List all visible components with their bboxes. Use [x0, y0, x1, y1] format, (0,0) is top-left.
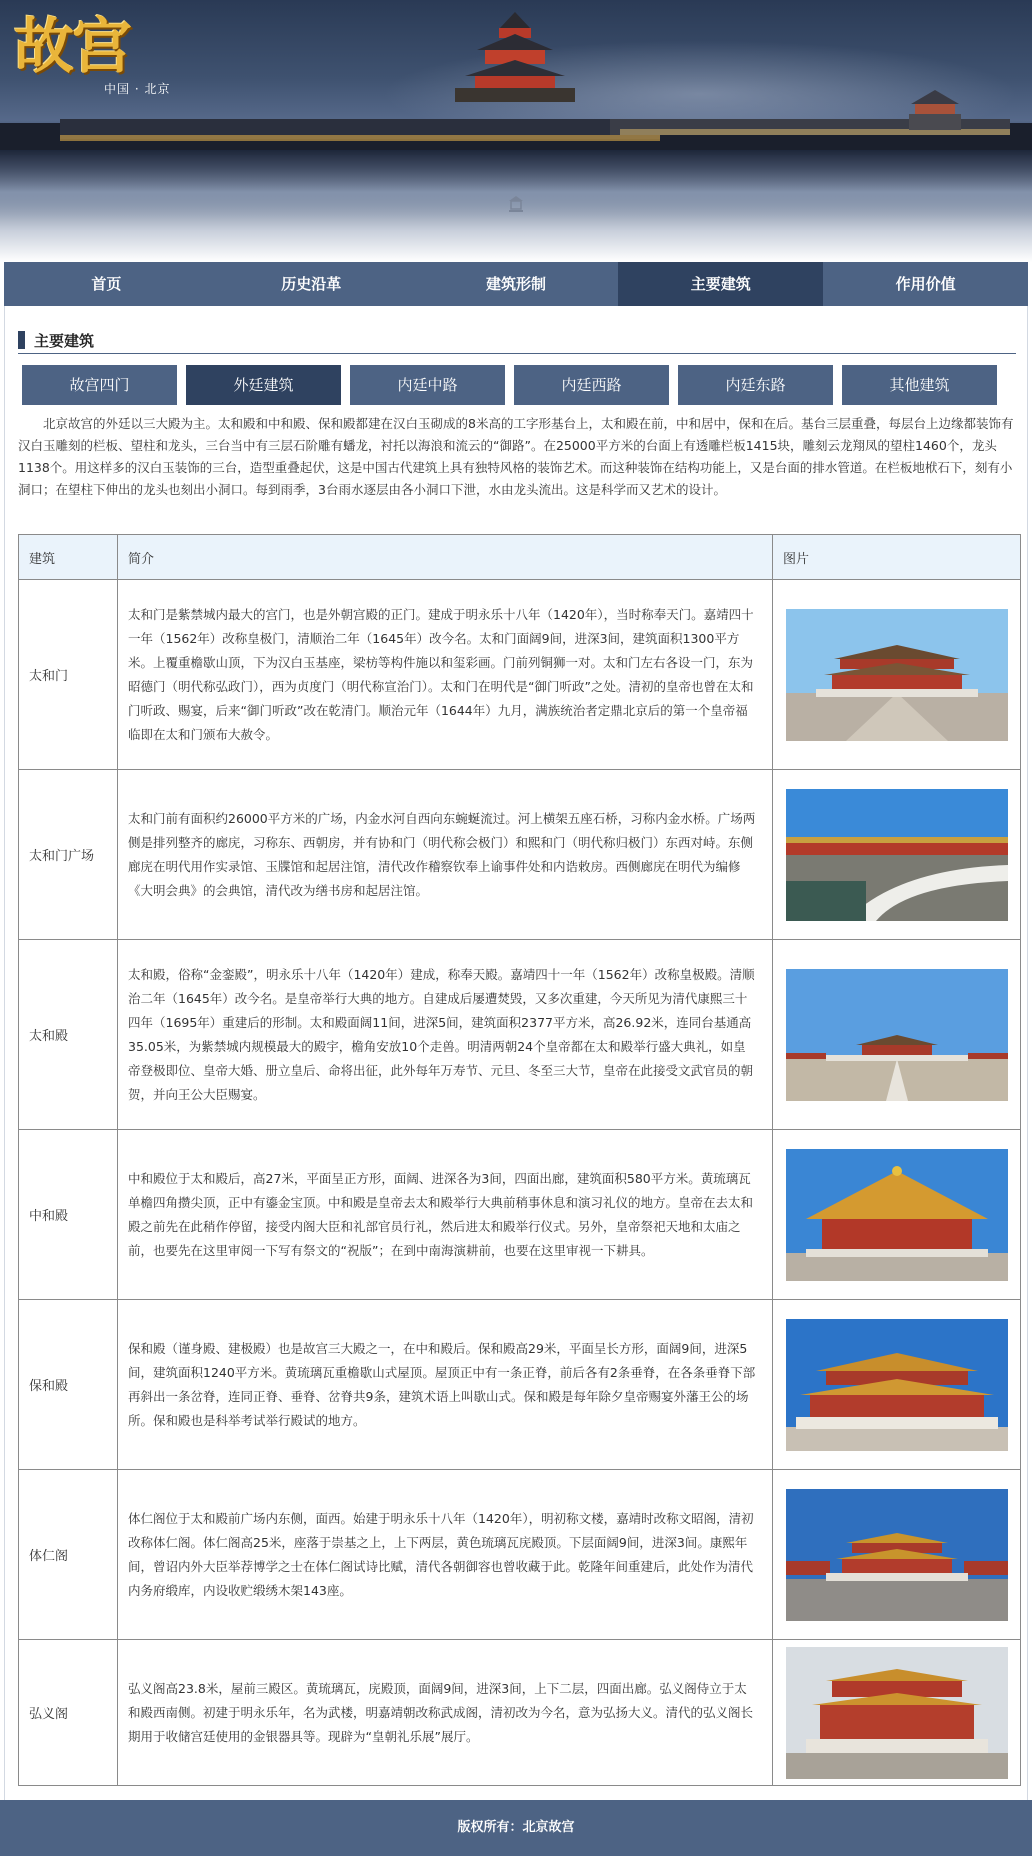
copyright-text: 版权所有：北京故宫 — [457, 1820, 575, 1835]
header-banner — [0, 0, 1032, 262]
building-desc: 太和殿，俗称“金銮殿”，明永乐十八年（1420年）建成，称奉天殿。嘉靖四十一年（1562年）改称皇极殿。清顺治二年（1645年）改今名。是皇帝举行大典的地方。自建成后屡遭焚毁，又多次重建，今天所见为清代康熙三十四年（1695年）重建后的形制。太和殿面阔11间，进深5间，建筑面积2377平方米，高26.92米，连同台基通高35.05米，为紫禁城内规模最大的殿宇，檐角安放10个走兽。明清两朝24个皇帝都在太和殿举行盛大典礼，如皇帝登极即位、皇帝大婚、册立皇后、命将出征，此外每年万寿节、元旦、冬至三大节，皇帝在此接受文武官员的朝贺，并向王公大臣赐宴。 — [118, 940, 773, 1130]
tab-inner-east[interactable]: 内廷东路 — [678, 365, 833, 405]
gate-tower — [905, 88, 965, 130]
building-name: 中和殿 — [19, 1130, 118, 1300]
tab-inner-west[interactable]: 内廷西路 — [514, 365, 669, 405]
table-row — [19, 1640, 1021, 1786]
building-photo[interactable] — [786, 1489, 1008, 1621]
section-heading — [18, 328, 1016, 354]
sub-tabs — [22, 365, 1006, 405]
logo-subtitle: 中国 · 北京 — [104, 82, 171, 96]
building-desc: 太和门是紫禁城内最大的宫门，也是外朝宫殿的正门。建成于明永乐十八年（1420年），当时称奉天门。嘉靖四十一年（1562年）改称皇极门，清顺治二年（1645年）改今名。太和门面阔9间，进深3间，建筑面积1300平方米。上覆重檐歇山顶，下为汉白玉基座，梁枋等构件施以和玺彩画。门前列铜狮一对。太和门左右各设一门，东为昭德门（明代称弘政门），西为贞度门（明代称宣治门）。太和门在明代是“御门听政”之处。清初的皇帝也曾在太和门听政、赐宴，后来“御门听政”改在乾清门。顺治元年（1644年）九月，满族统治者定鼎北京后的第一个皇帝福临即在太和门颁布大赦令。 — [118, 580, 773, 770]
building-desc: 弘义阁高23.8米，屋前三殿区。黄琉璃瓦，庑殿顶，面阔9间，进深3间，上下二层，四面出廊。弘义阁侍立于太和殿西南侧。初建于明永乐年，名为武楼，明嘉靖朝改称武成阁，清初改为今名，意为弘扬大义。清代的弘义阁长期用于收储宫廷使用的金银器具等。现辟为“皇朝礼乐展”展厅。 — [118, 1640, 773, 1786]
main-content — [4, 306, 1028, 1800]
building-name: 太和门广场 — [19, 770, 118, 940]
nav-value[interactable]: 作用价值 — [895, 275, 956, 293]
building-desc: 中和殿位于太和殿后，高27米，平面呈正方形，面阔、进深各为3间，四面出廊，建筑面积580平方米。黄琉璃瓦单檐四角攒尖顶，正中有鎏金宝顶。中和殿是皇帝去太和殿举行大典前稍事休息和演习礼仪的地方。皇帝在去太和殿之前先在此稍作停留，接受内阁大臣和礼部官员行礼，然后进太和殿举行仪式。另外，皇帝祭祀天地和太庙之前，也要先在这里审阅一下写有祭文的“祝版”；在到中南海演耕前，也要在这里审视一下耕具。 — [118, 1130, 773, 1300]
tab-other[interactable]: 其他建筑 — [842, 365, 997, 405]
footer — [0, 1800, 1032, 1856]
building-photo[interactable] — [786, 789, 1008, 921]
building-photo[interactable] — [786, 1319, 1008, 1451]
building-photo[interactable] — [786, 969, 1008, 1101]
tab-inner-middle[interactable]: 内廷中路 — [350, 365, 505, 405]
table-header-row — [19, 535, 1021, 580]
palace-silhouette — [0, 95, 1032, 155]
table-row — [19, 1470, 1021, 1640]
building-name: 太和门 — [19, 580, 118, 770]
header-pic: 图片 — [773, 535, 1021, 580]
nav-home[interactable]: 首页 — [91, 275, 122, 293]
nav-history[interactable]: 历史沿革 — [281, 275, 342, 293]
buildings-table — [18, 534, 1021, 1786]
building-desc: 保和殿（谨身殿、建极殿）也是故宫三大殿之一，在中和殿后。保和殿高29米，平面呈长方形，面阔9间，进深5间，建筑面积1240平方米。黄琉璃瓦重檐歇山式屋顶。屋顶正中有一条正脊，前后各有2条垂脊，在各条垂脊下部再斜出一条岔脊，连同正脊、垂脊、岔脊共9条，建筑术语上叫歇山式。保和殿是每年除夕皇帝赐宴外藩王公的场所。保和殿也是科举考试举行殿试的地方。 — [118, 1300, 773, 1470]
table-row — [19, 940, 1021, 1130]
building-name: 体仁阁 — [19, 1470, 118, 1640]
page-title: 主要建筑 — [34, 332, 95, 350]
tab-outer-court[interactable]: 外廷建筑 — [186, 365, 341, 405]
corner-tower — [455, 10, 575, 102]
building-name: 保和殿 — [19, 1300, 118, 1470]
table-row — [19, 580, 1021, 770]
table-row — [19, 1130, 1021, 1300]
tab-four-gates[interactable]: 故宫四门 — [22, 365, 177, 405]
intro-paragraph: 北京故宫的外廷以三大殿为主。太和殿和中和殿、保和殿都建在汉白玉砌成的8米高的工字形基台上，太和殿在前，中和居中，保和在后。基台三层重叠，每层台上边缘都装饰有汉白玉雕刻的栏板、望柱和龙头，三台当中有三层石阶雕有蟠龙，衬托以海浪和流云的“御路”。在25000平方米的台面上有透雕栏板1415块，雕刻云龙翔凤的望柱1460个，龙头1138个。用这样多的汉白玉装饰的三台，造型重叠起伏，这是中国古代建筑上具有独特风格的装饰艺术。而这种装饰在结构功能上，又是台面的排水管道。在栏板地栿石下，刻有小洞口；在望柱下伸出的龙头也刻出小洞口。每到雨季，3台雨水逐层由各小洞口下泄，水由龙头流出。这是科学而又艺术的设计。 — [18, 416, 1014, 497]
site-logo[interactable] — [8, 8, 198, 96]
building-photo[interactable] — [786, 1647, 1008, 1779]
main-nav — [4, 262, 1028, 306]
building-desc: 体仁阁位于太和殿前广场内东侧，面西。始建于明永乐十八年（1420年），明初称文楼，嘉靖时改称文昭阁，清初改称体仁阁。体仁阁高25米，座落于崇基之上，上下两层，黄色琉璃瓦庑殿顶。下层面阔9间，进深3间。康熙年间，曾诏内外大臣举荐博学之士在体仁阁试诗比赋，清代各朝御容也曾收藏于此。乾隆年间重建后，此处作为清代内务府缎库，内设收贮缎绣木架143座。 — [118, 1470, 773, 1640]
nav-architecture[interactable]: 建筑形制 — [485, 275, 546, 293]
header-name: 建筑 — [19, 535, 118, 580]
table-row — [19, 1300, 1021, 1470]
building-name: 太和殿 — [19, 940, 118, 1130]
header-desc: 简介 — [118, 535, 773, 580]
building-photo[interactable] — [786, 1149, 1008, 1281]
logo-title: 故宫 — [14, 12, 130, 82]
nav-main-buildings[interactable]: 主要建筑 — [618, 262, 823, 306]
building-name: 弘义阁 — [19, 1640, 118, 1786]
table-row — [19, 770, 1021, 940]
heading-accent-bar — [18, 331, 25, 349]
palace-emblem-icon — [508, 195, 524, 215]
building-photo[interactable] — [786, 609, 1008, 741]
building-desc: 太和门前有面积约26000平方米的广场，内金水河自西向东蜿蜒流过。河上横架五座石桥，习称内金水桥。广场两侧是排列整齐的廊庑，习称东、西朝房，并有协和门（明代称会极门）和熙和门（明代称归极门）东西对峙。东侧廊庑在明代用作实录馆、玉牒馆和起居注馆，清代改作稽察钦奉上谕事件处和内诰敕房。西侧廊庑在明代为编修《大明会典》的会典馆，清代改为缮书房和起居注馆。 — [118, 770, 773, 940]
